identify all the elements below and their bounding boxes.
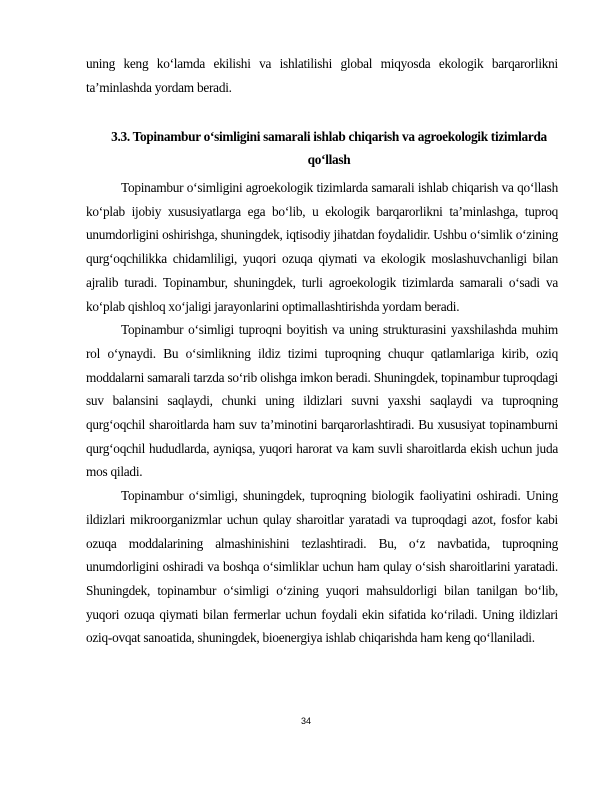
section-body (86, 176, 558, 650)
body-paragraph-3: Topinambur o‘simligi, shuningdek, tuproqning biologik faoliyatini oshiradi. Uning ildizlari mikroorganizmlar uchun qulay sharoitlar yaratadi va tuproqdagi azot, fosfor kabi ozuqa moddalarining almashinishini tezlashtiradi. Bu, o‘z navbatida, tuproqning unumdorligini oshiradi va boshqa o‘simliklar uchun ham qulay o‘sish sharoitlarini yaratadi. Shuningdek, topinambur o‘simligi o‘zining yuqori mahsuldorligi bilan tanilgan bo‘lib, yuqori ozuqa qiymati bilan fermerlar uchun foydali ekin sifatida ko‘riladi. Uning ildizlari oziq-ovqat sanoatida, shuningdek, bioenergiya ishlab chiqarishda ham keng qo‘llaniladi. (86, 488, 558, 646)
body-paragraph-1: Topinambur o‘simligini agroekologik tizimlarda samarali ishlab chiqarish va qo‘llash ko‘plab ijobiy xususiyatlarga ega bo‘lib, u ekologik barqarorlikni ta’minlashga, tuproq unumdorligini oshirishga, shuningdek, iqtisodiy jihatdan foydalidir. Ushbu o‘simlik o‘zining qurg‘oqchilikka chidamliligi, yuqori ozuqa qiymati va ekologik moslashuvchanligi bilan ajralib turadi. Topinambur, shuningdek, turli agroekologik tizimlarda samarali o‘sadi va ko‘plab qishloq xo‘jaligi jarayonlarini optimallashtirishda yordam beradi. (86, 180, 558, 314)
section-heading: 3.3. Topinambur o‘simligini samarali ishlab chiqarish va agroekologik tizimlarda qo‘llash (111, 129, 547, 168)
body-paragraph-2: Topinambur o‘simligi tuproqni boyitish va uning strukturasini yaxshilashda muhim rol o‘ynaydi. Bu o‘simlikning ildiz tizimi tuproqning chuqur qatlamlariga kirib, oziq moddalarni samarali tarzda so‘rib olishga imkon beradi. Shuningdek, topinambur tuproqdagi suv balansini saqlaydi, chunki uning ildizlari suvni yaxshi saqlaydi va tuproqning qurg‘oqchil sharoitlarda ham suv ta’minotini barqarorlashtiradi. Bu xususiyat topinamburni qurg‘oqchil hududlarda, ayniqsa, yuqori harorat va kam suvli sharoitlarda ekish uchun juda mos qiladi. (86, 322, 558, 480)
intro-paragraph: uning keng ko‘lamda ekilishi va ishlatilishi global miqyosda ekologik barqarorlikni ta’minlashda yordam beradi. (86, 56, 558, 95)
page-number: 34 (300, 716, 311, 726)
